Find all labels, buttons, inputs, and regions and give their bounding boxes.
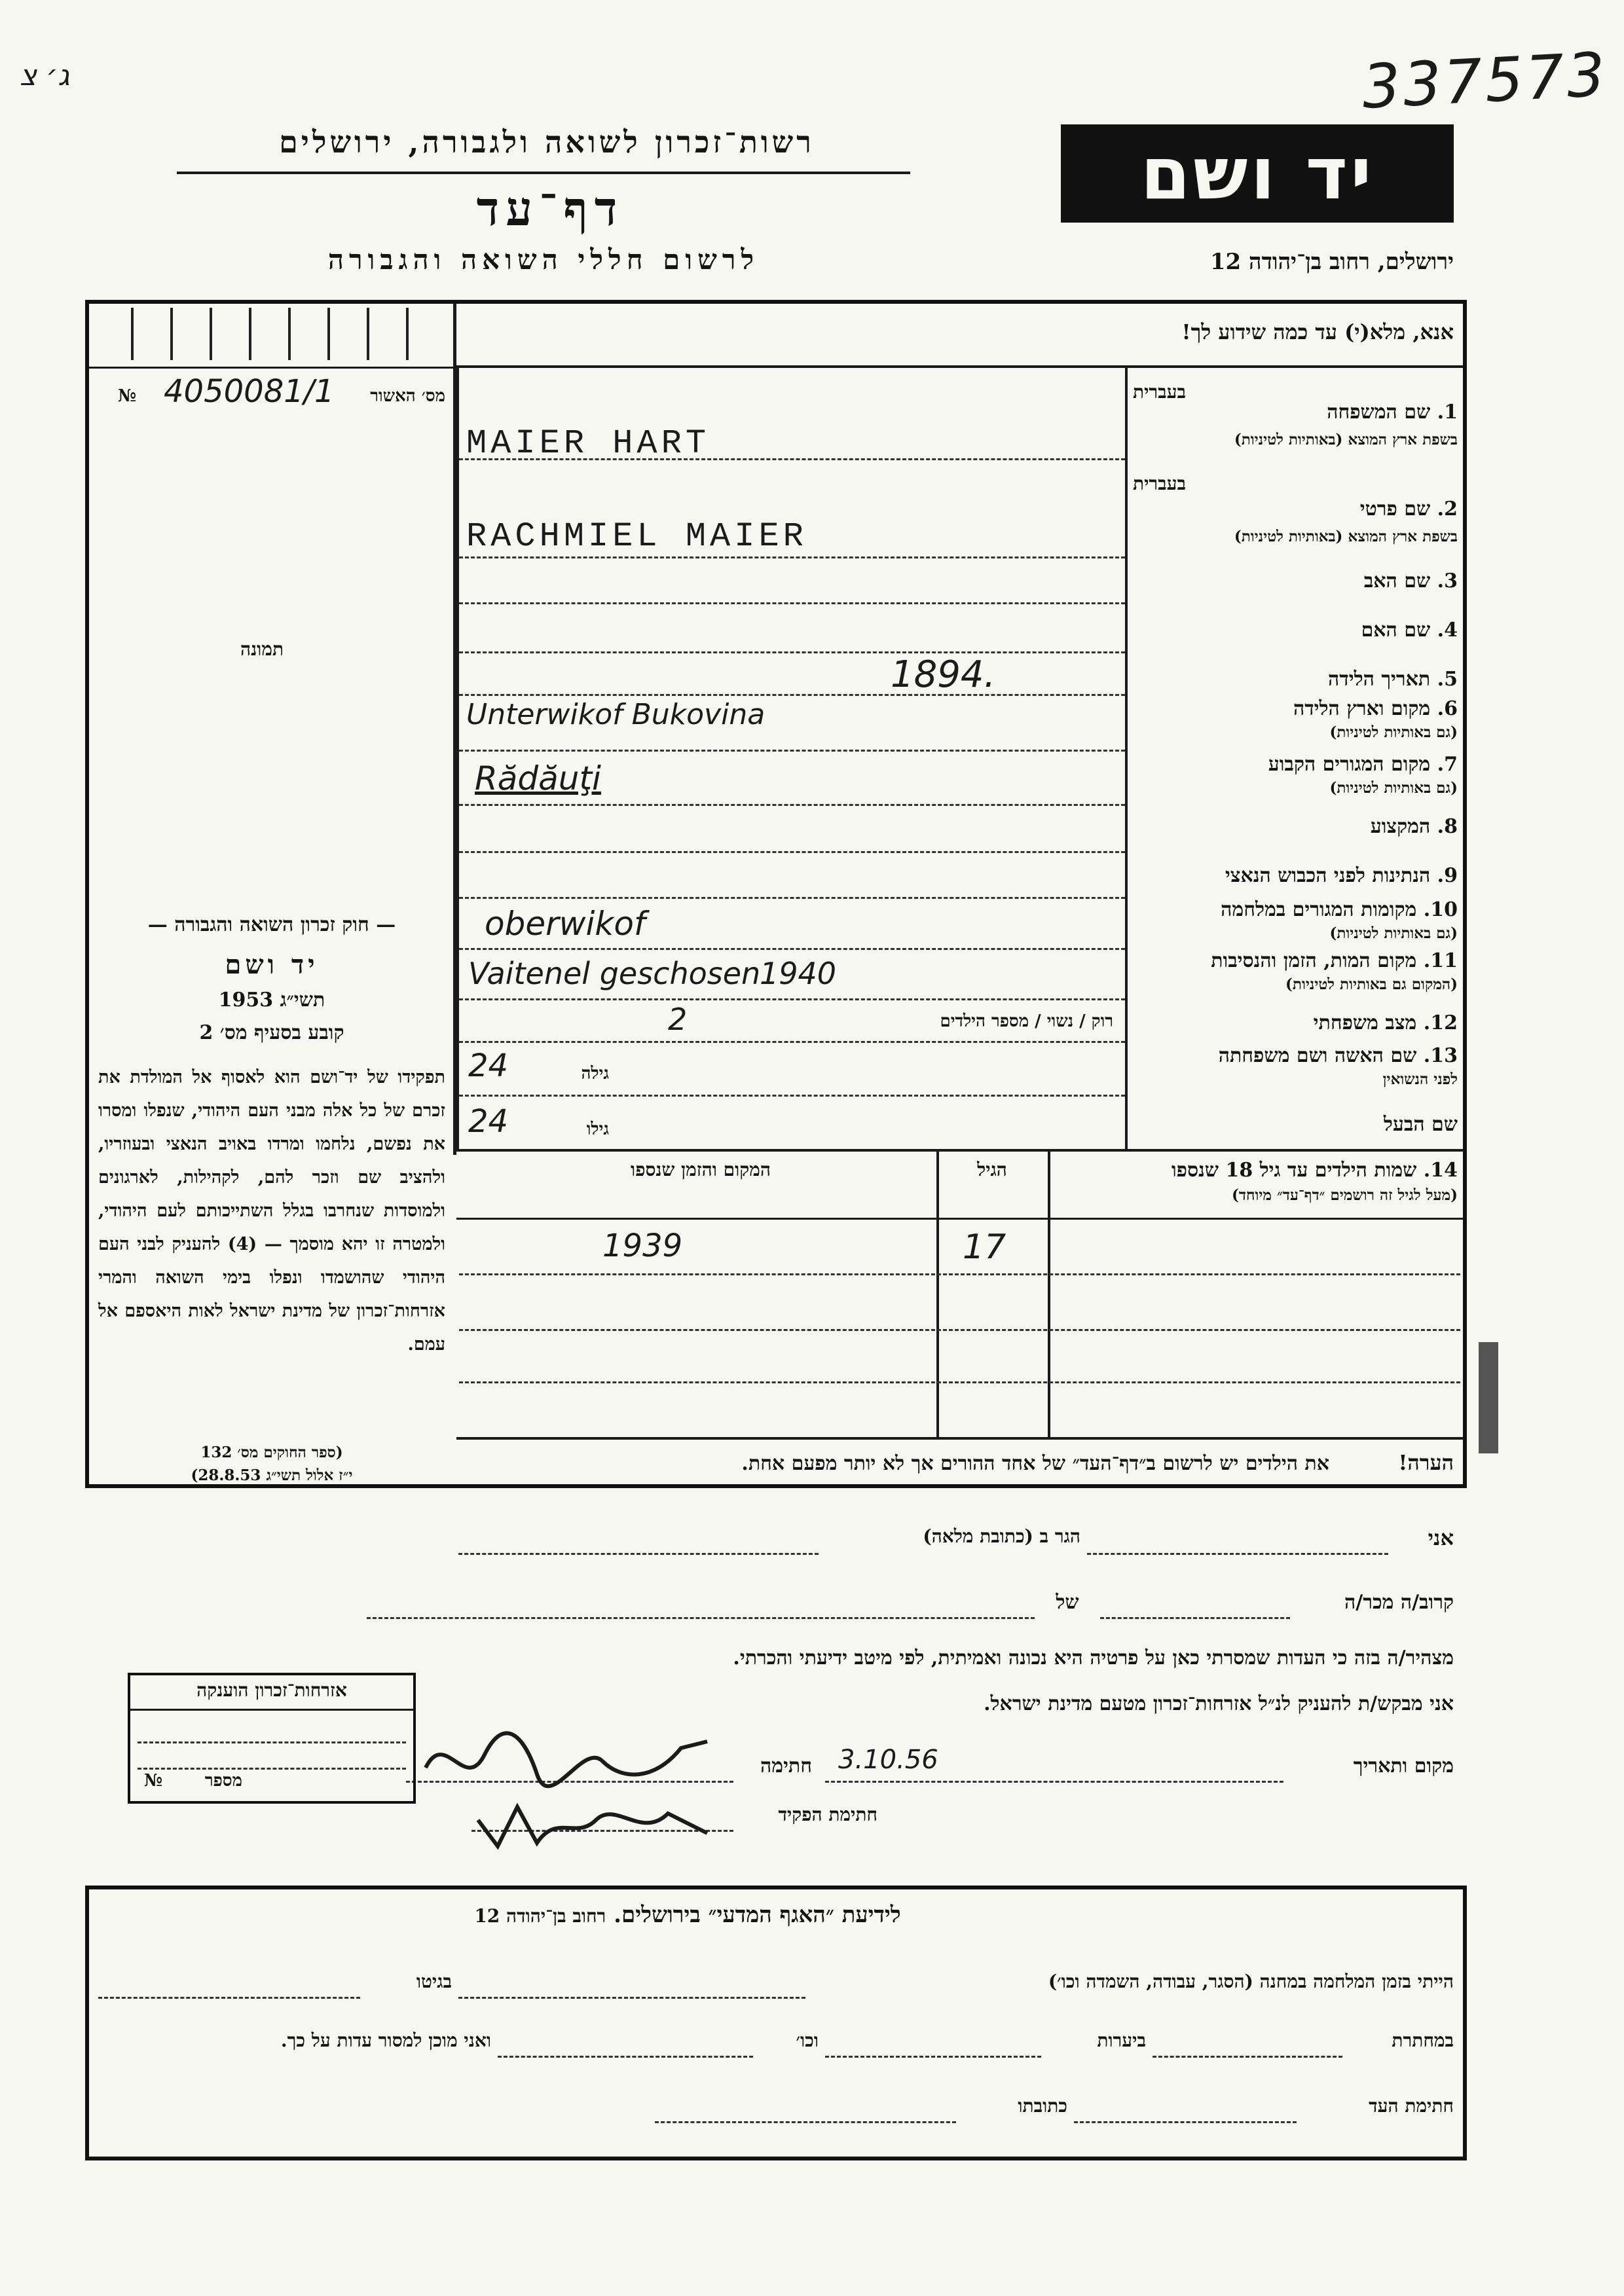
- relative-label: קרוב/ה מכר/ה: [1344, 1591, 1454, 1614]
- archive-number: 337573: [1360, 39, 1610, 122]
- field-sub: בשפת ארץ המוצא (באותיות לטיניות): [1234, 431, 1458, 448]
- declaration-statement: מצהיר/ה בזה כי העדות שמסרתי כאן על פרטיה היא נכונה ואמיתית, לפי מיטב ידיעתי והכרתי.: [733, 1647, 1454, 1669]
- field-sub: (גם באותיות לטיניות): [1329, 723, 1458, 741]
- field-sub: (גם באותיות לטיניות): [1329, 779, 1458, 797]
- cert-number: 4050081/1: [164, 373, 335, 410]
- field-number: 7.: [1437, 753, 1458, 776]
- children-count: 2: [668, 1002, 688, 1037]
- bottom-ready-label: ואני מוכן למסור עדות על כך.: [280, 2030, 491, 2051]
- official-signature: [471, 1794, 720, 1853]
- label-column-divider: [1125, 368, 1128, 1149]
- certificate-box-number-label: מספר: [204, 1771, 242, 1791]
- field-label: מקום וארץ הלידה: [1293, 697, 1431, 720]
- field-label-citizenship: [1133, 864, 1458, 887]
- field-label-birth-place: [1133, 697, 1458, 720]
- row-separator: [459, 1095, 1125, 1097]
- field-label: מצב משפחתי: [1313, 1011, 1417, 1034]
- child-age: 17: [963, 1228, 1006, 1267]
- birth-place-latin: Unterwikof Bukovina: [466, 698, 766, 731]
- row-separator: [459, 651, 1125, 653]
- field-label-residence: [1133, 753, 1458, 776]
- row-separator: [459, 694, 1125, 696]
- field-label-occupation: [1133, 815, 1458, 838]
- bottom-underground-label: במחתרת: [1392, 2030, 1454, 2051]
- law-title: — חוק זכרון השואה והגבורה —: [147, 913, 396, 936]
- place-date-label: מקום ותאריך: [1353, 1755, 1454, 1777]
- field-number: 9.: [1437, 864, 1458, 887]
- marital-status-text: רוק / נשוי / מספר הילדים: [940, 1011, 1113, 1031]
- law-year: תשי״ג 1953: [218, 989, 325, 1011]
- of-label: של: [1056, 1591, 1079, 1614]
- field-number: 4.: [1437, 619, 1458, 642]
- field-lang-hebrew: בעברית: [1133, 473, 1187, 494]
- row-separator: [459, 458, 1125, 460]
- field-number: 10.: [1423, 898, 1458, 921]
- address-line: [458, 1553, 819, 1555]
- institution-name: רשות־זכרון לשואה ולגבורה, ירושלים: [279, 124, 815, 160]
- field-label-birth-date: [1133, 668, 1458, 691]
- bottom-address-label: כתובתו: [1018, 2095, 1067, 2117]
- left-panel-top-rule: [89, 367, 453, 369]
- yad-vashem-logo: יד ושם: [1061, 124, 1454, 223]
- certificate-box-line: [138, 1768, 406, 1770]
- field-label-wife: [1133, 1044, 1458, 1067]
- field-label-mother-name: [1133, 619, 1458, 642]
- row-separator: [459, 602, 1125, 604]
- residence-latin: Rădăuţi: [475, 759, 601, 797]
- children-col-age: הגיל: [977, 1159, 1007, 1180]
- children-row-line: [459, 1273, 1460, 1275]
- note-label: הערה!: [1398, 1450, 1454, 1475]
- row-separator: [459, 804, 1125, 806]
- field-number: 11.: [1423, 949, 1458, 972]
- bottom-ghetto-label: בגיטו: [416, 1971, 452, 1992]
- perforation-ticks: [131, 308, 439, 360]
- form-subtitle: לרשום חללי השואה והגבורה: [327, 244, 760, 276]
- field-label: שם האשה ושם משפחתה: [1218, 1044, 1417, 1067]
- field-label-wartime-residence: [1133, 898, 1458, 921]
- cert-label: מס׳ האשור: [370, 386, 445, 406]
- death-place-latin: Vaitenel geschosen: [468, 956, 761, 991]
- children-row-line: [459, 1381, 1460, 1383]
- official-signature-label: חתימת הפקיד: [778, 1804, 877, 1825]
- law-reference-2: י״ז אלול תשי״ג 28.8.53): [191, 1467, 353, 1484]
- row-separator: [459, 998, 1125, 1000]
- field-lang-hebrew: בעברית: [1133, 381, 1187, 403]
- instruction-rule: [456, 365, 1463, 368]
- field-sub: (גם באותיות לטיניות): [1329, 924, 1458, 942]
- field-label: המקצוע: [1370, 815, 1431, 838]
- value-column-divider: [456, 368, 459, 1149]
- resides-label: הגר ב (כתובת מלאה): [923, 1525, 1080, 1547]
- children-header-rule: [456, 1218, 1463, 1220]
- family-name-latin: MAIER HART: [466, 424, 710, 463]
- row-separator: [459, 851, 1125, 853]
- first-name-latin: RACHMIEL MAIER: [466, 517, 807, 556]
- law-clause: קובע בסעיף מס׳ 2: [199, 1021, 344, 1044]
- wife-age-label: גילה: [581, 1064, 609, 1084]
- field-label-family-name: [1133, 401, 1458, 424]
- header-underline: [177, 172, 910, 174]
- field-label: מקום המגורים הקבוע: [1268, 753, 1431, 776]
- children-title-sub: (מעל לגיל זה רושמים ״דף־עד״ מיוחד): [1231, 1186, 1458, 1204]
- field-label: תאריך הלידה: [1328, 668, 1431, 691]
- field-label-father-name: [1133, 570, 1458, 592]
- instruction-text: אנא, מלא(י) עד כמה שידוע לך!: [1181, 319, 1454, 344]
- scan-edge-mark: [1479, 1342, 1498, 1453]
- children-bottom-rule: [456, 1437, 1463, 1440]
- declarant-label: אני: [1428, 1525, 1454, 1550]
- witness-signature: [419, 1722, 720, 1794]
- field-label: מקום המות, הזמן והנסיבות: [1211, 949, 1417, 972]
- field-label-husband: [1133, 1113, 1458, 1136]
- bottom-witness-signature-label: חתימת העד: [1369, 2095, 1454, 2117]
- bottom-forests-label: ביערות: [1097, 2030, 1146, 2051]
- form-title: דף־עד: [476, 181, 624, 236]
- field-number: 3.: [1437, 570, 1458, 592]
- victim-line: [367, 1617, 1035, 1619]
- row-separator: [459, 556, 1125, 558]
- field-label: מקומות המגורים במלחמה: [1221, 898, 1417, 921]
- declaration-request: אני מבקש/ת להעניק לנ״ל אזרחות־זכרון מטעם מדינת ישראל.: [984, 1692, 1454, 1715]
- corner-mark: ג׳ צ: [20, 59, 70, 92]
- husband-age: 24: [468, 1103, 509, 1140]
- row-separator: [459, 750, 1125, 752]
- field-number: 6.: [1437, 697, 1458, 720]
- death-year: 1940: [760, 956, 837, 991]
- field-label-first-name: [1133, 498, 1458, 520]
- field-label: שם פרטי: [1359, 498, 1431, 520]
- wartime-residence-latin: oberwikof: [485, 905, 646, 943]
- bottom-camp-label: הייתי בזמן המלחמה במחנה (הסגר, עבודה, השמדה וכו׳): [1048, 1971, 1454, 1992]
- field-number: 5.: [1437, 668, 1458, 691]
- row-separator: [459, 897, 1125, 899]
- place-date-line: [825, 1781, 1283, 1783]
- field-label-marital: [1133, 1011, 1458, 1034]
- field-number: 12.: [1423, 1011, 1458, 1034]
- field-label-death: [1133, 949, 1458, 972]
- bottom-address: רחוב בן־יהודה 12: [474, 1905, 606, 1927]
- bottom-forests-line: [825, 2056, 1041, 2058]
- birth-date-value: 1894.: [891, 653, 996, 696]
- field-sub: (המקום גם באותיות לטיניות): [1285, 975, 1458, 993]
- field-number: 1.: [1437, 401, 1458, 424]
- field-label: שם המשפחה: [1327, 401, 1431, 424]
- fields-bottom-rule: [456, 1149, 1463, 1152]
- field-sub: בשפת ארץ המוצא (באותיות לטיניות): [1234, 528, 1458, 545]
- bottom-etc-label: וכו׳: [796, 2030, 819, 2051]
- certificate-box-line: [138, 1741, 406, 1743]
- children-col-place: המקום והזמן שנספו: [631, 1159, 771, 1180]
- law-text: תפקידו של יד־ושם הוא לאסוף אל המולדת את זכרם של כל אלה מבני העם היהודי, שנפלו ומסרו את נפשם, נלחמו ומרדו באויב הנאצי ובעוזריו, ולהציב שם וזכר להם, לקהילות, לארגונים ולמוסדות שנחרבו בגלל השתייכותם לעם היהודי, ולמטרה זו יהא מוסמך — (4) להעניק לבני העם היהודי שהושמדו ונפלו בימי השואה והמרי אזרחות־זכרון של מדינת ישראל לאות היאספם אל עמם.: [98, 1067, 445, 1355]
- bottom-camp-line: [458, 1997, 805, 1999]
- certificate-box-title: אזרחות־זכרון הוענקה: [196, 1679, 347, 1701]
- declarant-name-line: [1087, 1553, 1388, 1555]
- law-reference-1: (ספר החוקים מס׳ 132: [200, 1444, 343, 1461]
- relation-line: [1100, 1617, 1290, 1619]
- cert-no-sign: №: [118, 386, 137, 406]
- field-label: שם האב: [1363, 570, 1431, 592]
- row-separator: [459, 948, 1125, 950]
- field-label: הנתינות לפני הכבוש הנאצי: [1225, 864, 1431, 887]
- bottom-address-line: [655, 2121, 956, 2123]
- bottom-witness-signature-line: [1074, 2121, 1297, 2123]
- photo-label: תמונה: [240, 638, 284, 660]
- signature-label: חתימה: [760, 1755, 812, 1777]
- wife-age: 24: [468, 1048, 509, 1084]
- field-sub: לפני הנשואין: [1382, 1070, 1458, 1088]
- children-col-divider: [936, 1152, 939, 1440]
- children-col-divider: [1048, 1152, 1050, 1440]
- bottom-heading-text: לידיעת ״האגף המדעי״ בירושלים.: [614, 1902, 901, 1928]
- field-number: 2.: [1437, 498, 1458, 520]
- field-number: 8.: [1437, 815, 1458, 838]
- field-number: 13.: [1423, 1044, 1458, 1067]
- children-row-line: [459, 1329, 1460, 1331]
- field-label: שם האם: [1361, 619, 1431, 642]
- header-address: ירושלים, רחוב בן־יהודה 12: [1209, 249, 1454, 275]
- bottom-heading: [196, 1902, 1179, 1928]
- bottom-underground-line: [1153, 2056, 1342, 2058]
- child-place: 1939: [602, 1228, 683, 1264]
- place-date-value: 3.10.56: [838, 1745, 938, 1775]
- certificate-box-rule: [130, 1709, 413, 1711]
- bottom-etc-line: [498, 2056, 753, 2058]
- certificate-box-no-sign: №: [144, 1771, 163, 1791]
- law-name: יד ושם: [225, 949, 319, 980]
- field-label: שם הבעל: [1383, 1113, 1458, 1136]
- bottom-ghetto-line: [98, 1997, 360, 1999]
- note-text: את הילדים יש לרשום ב״דף־העד״ של אחד ההורים אך לא יותר מפעם אחת.: [741, 1452, 1329, 1475]
- row-separator: [459, 1041, 1125, 1043]
- children-title: 14. שמות הילדים עד גיל 18 שנספו: [1171, 1159, 1458, 1182]
- husband-age-label: גילו: [586, 1120, 609, 1139]
